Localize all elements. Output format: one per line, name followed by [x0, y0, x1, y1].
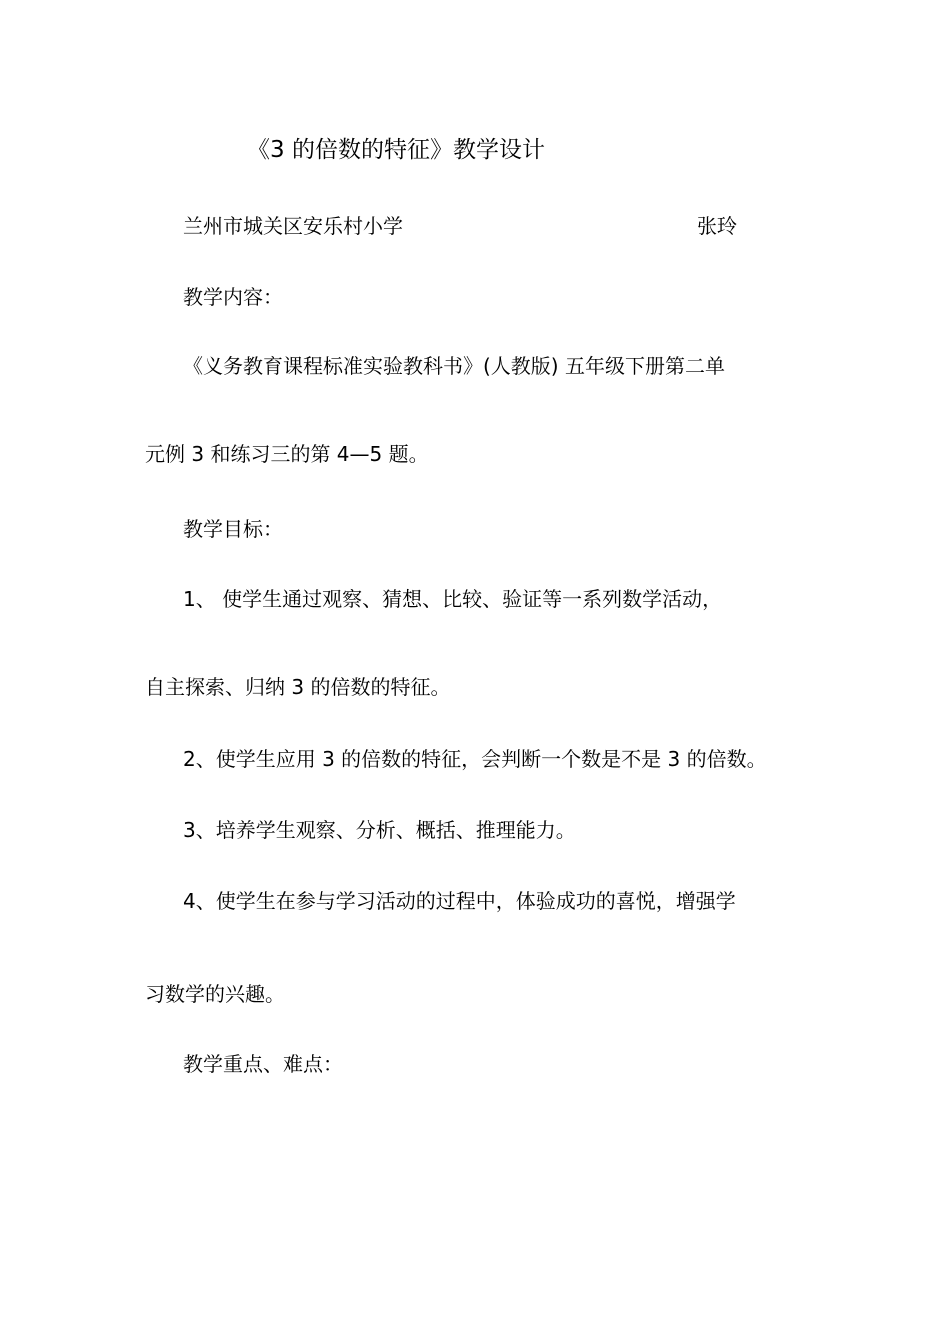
goals-heading: 教学目标： [183, 517, 283, 541]
content-text-line-1: 《义务教育课程标准实验教科书》(人教版) 五年级下册第二单 [183, 354, 725, 378]
goal-2: 2、使学生应用 3 的倍数的特征，会判断一个数是不是 3 的倍数。 [183, 747, 767, 771]
goal-1-line-2: 自主探索、归纳 3 的倍数的特征。 [145, 675, 451, 699]
content-heading: 教学内容： [183, 285, 283, 309]
document-title: 《3 的倍数的特征》教学设计 [247, 137, 545, 163]
goal-3: 3、培养学生观察、分析、概括、推理能力。 [183, 818, 576, 842]
school-name: 兰州市城关区安乐村小学 [183, 214, 403, 238]
goal-4-line-2: 习数学的兴趣。 [145, 982, 285, 1006]
goal-1-line-1: 1、 使学生通过观察、猜想、比较、验证等一系列数学活动， [183, 587, 723, 611]
goal-4-line-1: 4、使学生在参与学习活动的过程中，体验成功的喜悦，增强学 [183, 889, 736, 913]
key-points-heading: 教学重点、难点： [183, 1052, 343, 1076]
content-text-line-2: 元例 3 和练习三的第 4—5 题。 [145, 442, 429, 466]
author-name: 张玲 [697, 214, 737, 238]
